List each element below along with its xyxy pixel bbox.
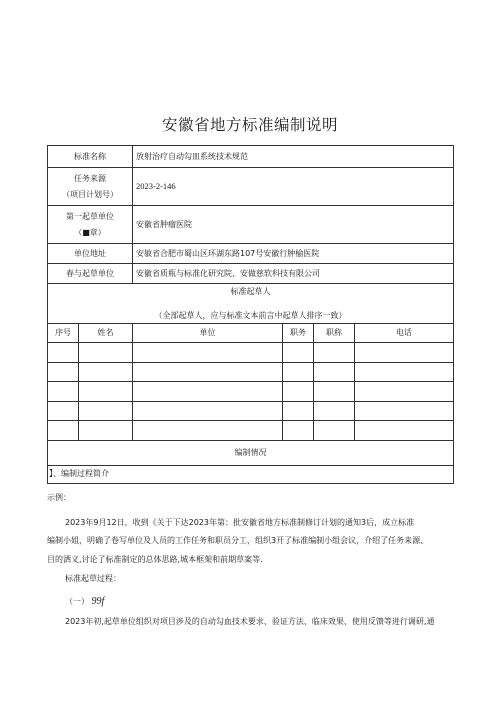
drafters-column-header-row [48,324,454,343]
table-cell [283,343,314,363]
table-cell [133,382,283,402]
table-cell [48,343,79,363]
column-header: 姓名 [79,324,133,343]
table-cell [355,421,454,441]
task-source-label: 任务来源 [74,173,106,183]
address-value: 安敏省合肥市蜀山区环湖东路107号安徽行肿榆医院 [133,244,454,264]
standard-name-label: 标准名称 [48,146,133,168]
table-row [48,343,454,363]
drafters-header-cell [48,284,454,324]
table-cell [314,343,355,363]
first-drafter-label-cell [48,206,133,244]
task-source-label-cell [48,168,133,206]
task-source-sublabel: （项目计划号） [62,189,118,199]
table-cell [133,362,283,382]
participants-label: 春与起草单位 [48,264,133,284]
first-drafter-sublabel: （■章） [74,227,106,237]
document-title: 安徽省地方标准编制说明 [161,116,338,134]
participants-value: 安徽省质瓶与标准化研究院、安做慈软科技有限公司 [133,264,454,284]
table-cell [48,382,79,402]
table-cell [314,421,355,441]
table-cell [133,343,283,363]
table-cell [283,362,314,382]
table-row [48,382,454,402]
paragraph-line: 编制小姐，明确了卷写单位及人员的工作任务和职员分工，组织3开了标准编制小组会议，介绍了任务来源、 [47,536,429,545]
table-cell [314,401,355,421]
drafters-note: （全部起草人，应与标准文本前言中起草人排序一致） [154,310,347,320]
table-cell [355,382,454,402]
table-cell [133,421,283,441]
table-cell [79,421,133,441]
paragraph-line: 2023年初,起草单位组织对项目涉及的自动勾血技术要求、验证方法、临床效果、使用反馈等进行调研,通 [65,617,435,626]
task-source-value: 2023-2-146 [133,168,454,206]
table-cell [79,401,133,421]
first-drafter-value: 安徽省肿瘤医院 [133,206,454,244]
table-cell [283,382,314,402]
standard-name-value: 放射治疗自动勾皿系统技术规范 [133,146,454,168]
table-cell [79,362,133,382]
table-cell [133,401,283,421]
table-row [48,421,454,441]
table-cell [314,362,355,382]
table-row [48,401,454,421]
first-drafter-label: 第一起草单位 [66,211,114,221]
column-header: 电话 [355,324,454,343]
example-label: 示例： [47,493,71,502]
paragraph-line: 目的洒义,讨论了标准制定的总体思路,城本框架和前期草案等. [47,555,263,564]
subsection-value: 99f [91,596,105,607]
table-cell [48,421,79,441]
table-cell [355,401,454,421]
section-item: 】、编制过程简介 [48,465,454,483]
table-cell [355,343,454,363]
standard-info-form [47,145,454,484]
table-cell [79,343,133,363]
drafters-header: 标准起草人 [230,286,271,296]
column-header: 序号 [48,324,79,343]
table-cell [283,421,314,441]
column-header: 单位 [133,324,283,343]
column-header: 职称 [314,324,355,343]
table-cell [314,382,355,402]
table-row [48,362,454,382]
table-cell [283,401,314,421]
address-label: 单位地址 [48,244,133,264]
subsection-prefix: （一） [65,597,89,606]
section-header: 编制情况 [48,440,454,465]
process-label: 标准起草过程： [65,574,121,583]
column-header: 职务 [283,324,314,343]
table-cell [355,362,454,382]
table-cell [48,401,79,421]
table-cell [48,362,79,382]
table-cell [79,382,133,402]
paragraph-line: 2023年9月12日，收到《关于下达2023年第：批安徽省地方标准制修订计划的通知3后，成立标准 [65,518,415,527]
subsection-heading [65,596,475,608]
